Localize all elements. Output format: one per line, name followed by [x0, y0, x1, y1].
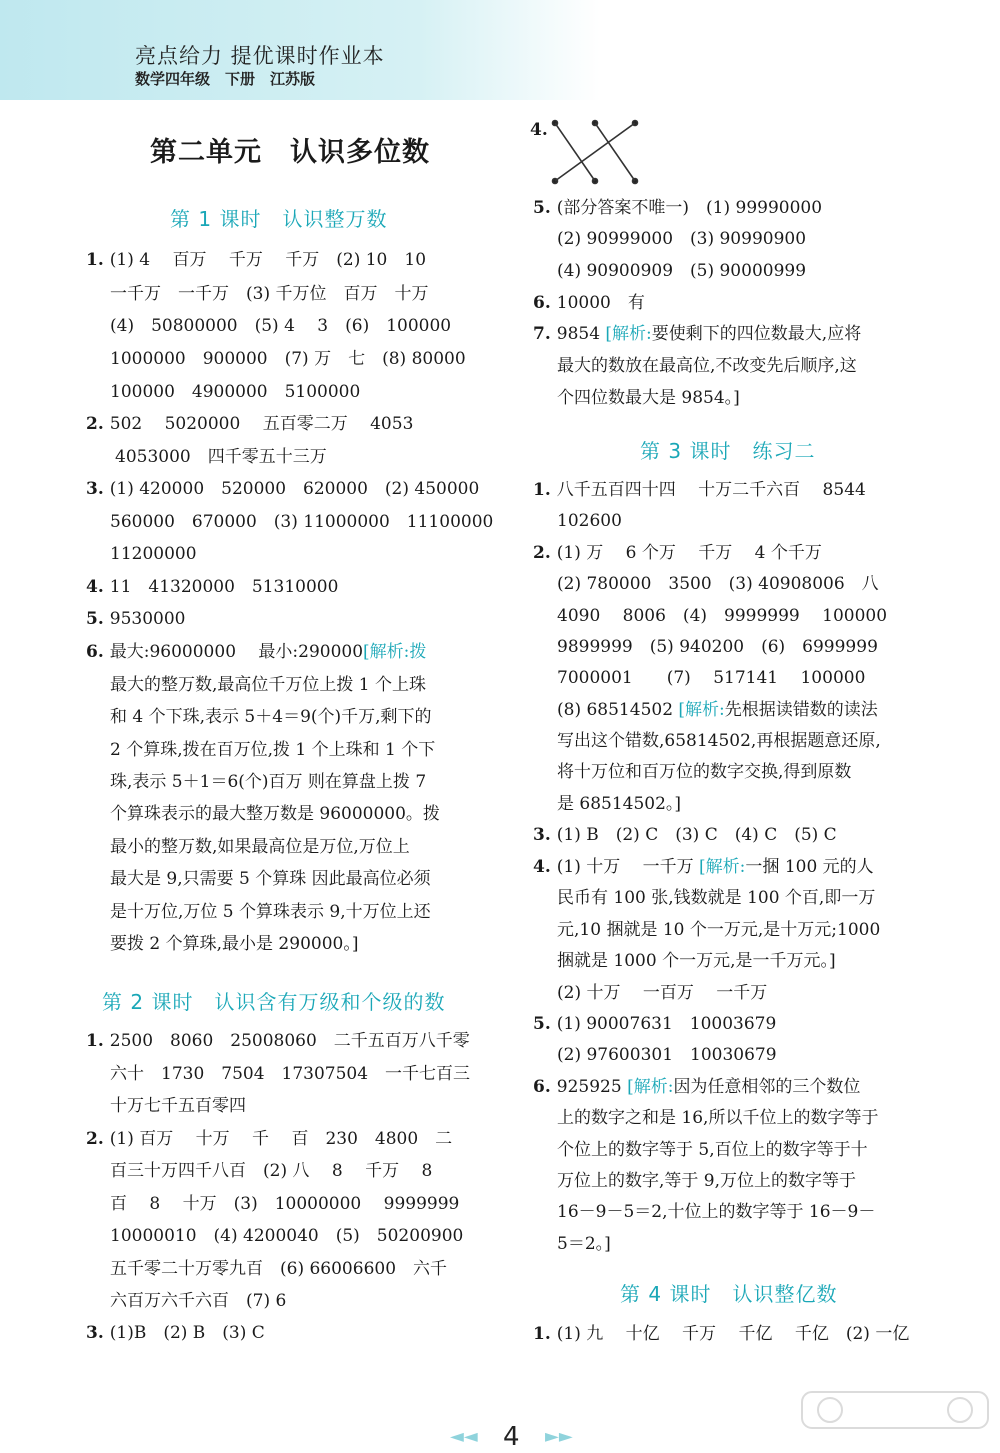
answer-line [110, 286, 428, 303]
answer-line [86, 1325, 265, 1342]
answer-line [110, 351, 466, 368]
answer-text: 10000010 (4) 4200040 (5) 50200900 [110, 1226, 464, 1246]
answer-line [110, 514, 493, 531]
answer-line [557, 608, 887, 625]
analysis-label: [解析: [627, 1077, 674, 1097]
answer-line [110, 1066, 470, 1083]
analysis-label: [解析: [699, 857, 746, 877]
question-number: 3. [86, 1323, 104, 1343]
next-arrows-icon: ►► [545, 1426, 573, 1447]
answer-line [115, 449, 327, 466]
answer-line [557, 1173, 856, 1190]
answer-text: 将十万位和百万位的数字交换,得到原数 [557, 762, 852, 782]
answer-text: 十万七千五百零四 [110, 1096, 246, 1116]
question-number: 3. [86, 479, 104, 499]
question-number: 1. [86, 250, 104, 270]
answer-line [557, 263, 806, 280]
answer-line [110, 709, 432, 726]
answer-text: (2) 97600301 10030679 [557, 1045, 777, 1065]
answer-text: (8) 68514502 [557, 700, 679, 720]
answer-line [557, 796, 681, 813]
answer-line [557, 358, 857, 375]
answer-line [110, 774, 426, 791]
analysis-text: 因为任意相邻的三个数位 [673, 1077, 861, 1097]
analysis-text: 一捆 100 元的人 [745, 857, 874, 877]
answer-text: 八千五百四十四 十万二千六百 8544 [556, 480, 866, 500]
analysis-text: 先根据读错数的读法 [724, 700, 878, 720]
answer-text: 个四位数最大是 9854。] [557, 388, 740, 408]
lesson-4-title: 第 4 课时 认识整亿数 [620, 1282, 838, 1306]
answer-text: (4) 90900909 (5) 90000999 [557, 261, 807, 281]
answer-text: (2) 780000 3500 (3) 40908006 八 [557, 574, 879, 594]
answer-text: 9854 [556, 324, 606, 344]
answer-line [557, 670, 865, 687]
question-number: 6. [86, 642, 104, 662]
answer-text: 100000 4900000 5100000 [110, 382, 361, 402]
answer-line [110, 806, 440, 823]
page-number: 4 [503, 1422, 520, 1452]
answer-line [533, 295, 645, 312]
answer-line [557, 576, 879, 593]
answer-line [110, 1228, 463, 1245]
question-number: 1. [86, 1031, 104, 1051]
answer-line [110, 677, 426, 694]
answer-text: (1) 4 百万 千万 千万 (2) 10 10 [109, 250, 427, 270]
answer-line [86, 481, 479, 498]
answer-line [557, 1110, 878, 1127]
answer-text: 11200000 [110, 544, 197, 564]
answer-text: (1)B (2) B (3) C [109, 1323, 265, 1343]
answer-text: 上的数字之和是 16,所以千位上的数字等于 [557, 1108, 879, 1128]
answer-text: 10000 有 [556, 293, 645, 313]
answer-text: 9899999 (5) 940200 (6) 6999999 [557, 637, 878, 657]
answer-text: 925925 [556, 1077, 628, 1097]
answer-line [557, 1204, 875, 1221]
answer-line [533, 1079, 860, 1096]
lesson-3-title: 第 3 课时 练习二 [640, 439, 816, 463]
lesson-1-title: 第 1 课时 认识整万数 [170, 207, 388, 231]
answer-line [557, 1047, 777, 1064]
answer-line [110, 936, 358, 953]
answer-line [533, 200, 822, 217]
answer-text: 元,10 捆就是 10 个一万元,是十万元;1000 [557, 920, 881, 940]
question-number: 4. [86, 577, 104, 597]
analysis-label: [解析: [605, 324, 652, 344]
matching-diagram [545, 115, 645, 190]
answer-line [86, 611, 185, 628]
answer-line [533, 545, 822, 562]
answer-line [110, 1163, 432, 1180]
answer-text: 16－9－5＝2,十位上的数字等于 16－9－ [557, 1202, 876, 1222]
prev-arrows-icon: ◄◄ [450, 1426, 478, 1447]
book-subtitle: 数学四年级 下册 江苏版 [135, 70, 316, 88]
answer-line [557, 764, 851, 781]
answer-text: (1) 420000 520000 620000 (2) 450000 [109, 479, 480, 499]
answer-text: (部分答案不唯一) (1) 99990000 [556, 198, 823, 218]
answer-text: 百三十万四千八百 (2) 八 8 千万 8 [110, 1161, 433, 1181]
analysis-label: [解析: [678, 700, 725, 720]
answer-text: 11 41320000 51310000 [109, 577, 339, 597]
answer-text: (4) 50800000 (5) 4 3 (6) 100000 [110, 316, 452, 336]
answer-text: 102600 [557, 511, 622, 531]
answer-text: 捆就是 1000 个一万元,是一千万元。] [557, 951, 836, 971]
answer-text: 5＝2。] [557, 1234, 611, 1254]
answer-text: 是 68514502。] [557, 794, 682, 814]
answer-line [86, 1033, 470, 1050]
answer-line [533, 326, 861, 343]
answer-line [557, 733, 881, 750]
question-number: 2. [533, 543, 551, 563]
book-title: 亮点给力 提优课时作业本 [135, 44, 385, 68]
answer-text: 要拨 2 个算珠,最小是 290000。] [110, 934, 359, 954]
question-number: 6. [533, 1077, 551, 1097]
question-number: 2. [86, 1129, 104, 1149]
answer-line [110, 742, 435, 759]
analysis-text: 要使剩下的四位数最大,应将 [651, 324, 862, 344]
answer-text: 个算珠表示的最大整万数是 96000000。拨 [110, 804, 440, 824]
answer-text: 2 个算珠,拨在百万位,拨 1 个上珠和 1 个下 [110, 740, 436, 760]
answer-line [110, 1261, 447, 1278]
answer-text: (2) 90999000 (3) 90990900 [557, 229, 807, 249]
answer-text: 502 5020000 五百零二万 4053 [109, 414, 414, 434]
answer-line [557, 231, 806, 248]
book-header [0, 0, 600, 100]
analysis-label: [解析:拨 [363, 642, 427, 662]
answer-text: (1) 90007631 10003679 [556, 1014, 777, 1034]
answer-line [86, 252, 426, 269]
answer-line [110, 1293, 286, 1310]
question-number: 5. [533, 198, 551, 218]
question-number: 2. [86, 414, 104, 434]
unit-title: 第二单元 认识多位数 [150, 137, 430, 168]
question-number: 5. [533, 1014, 551, 1034]
answer-text: 是十万位,万位 5 个算珠表示 9,十万位上还 [110, 902, 431, 922]
answer-line [533, 1326, 909, 1343]
answer-text: (1) 九 十亿 千万 千亿 千亿 (2) 一亿 [556, 1324, 910, 1344]
match-line [595, 123, 635, 181]
answer-line [557, 390, 740, 407]
answer-line [86, 1131, 452, 1148]
answer-line [533, 1016, 776, 1033]
answer-text: 和 4 个下珠,表示 5＋4＝9(个)千万,剩下的 [110, 707, 432, 727]
answer-text: 最大:96000000 最小:290000 [109, 642, 364, 662]
answer-line [110, 1196, 459, 1213]
answer-text: (1) 十万 一千万 [556, 857, 700, 877]
answer-text: 最大的数放在最高位,不改变先后顺序,这 [557, 356, 857, 376]
answer-text: (1) 百万 十万 千 百 230 4800 二 [109, 1129, 453, 1149]
answer-text: 1000000 900000 (7) 万 七 (8) 80000 [110, 349, 466, 369]
answer-line [557, 1142, 868, 1159]
question-number: 4. [533, 857, 551, 877]
watermark-logo [800, 1390, 990, 1452]
answer-line [557, 513, 622, 530]
lesson-2-title: 第 2 课时 认识含有万级和个级的数 [102, 990, 446, 1014]
answer-text: 4090 8006 (4) 9999999 100000 [557, 606, 888, 626]
answer-text: 9530000 [109, 609, 186, 629]
answer-text: 写出这个错数,65814502,再根据题意还原, [557, 731, 881, 751]
answer-text: 个位上的数字等于 5,百位上的数字等于十 [557, 1140, 868, 1160]
answer-line [110, 839, 410, 856]
answer-text: 六十 1730 7504 17307504 一千七百三 [110, 1064, 471, 1084]
answer-line [86, 416, 413, 433]
answer-line [533, 482, 866, 499]
answer-line [533, 827, 837, 844]
answer-text: 4053000 四千零五十三万 [115, 447, 327, 467]
answer-text: 民币有 100 张,钱数就是 100 个百,即一万 [557, 888, 876, 908]
answer-line [110, 1098, 246, 1115]
answer-line [86, 644, 426, 661]
answer-line [110, 546, 197, 563]
match-line [555, 123, 595, 181]
answer-text: 珠,表示 5＋1＝6(个)百万 则在算盘上拨 7 [110, 772, 427, 792]
answer-line [110, 384, 360, 401]
answer-text: (1) B (2) C (3) C (4) C (5) C [556, 825, 837, 845]
question-number: 1. [533, 1324, 551, 1344]
answer-text: 最大的整万数,最高位千万位上拨 1 个上珠 [110, 675, 427, 695]
question-number: 5. [86, 609, 104, 629]
answer-text: 百 8 十万 (3) 10000000 9999999 [110, 1194, 460, 1214]
answer-line [557, 639, 878, 656]
answer-line [110, 318, 451, 335]
answer-text: 六百万六千六百 (7) 6 [110, 1291, 287, 1311]
answer-line [557, 890, 875, 907]
answer-line [557, 985, 767, 1002]
answer-text: 2500 8060 25008060 二千五百万八千零 [109, 1031, 470, 1051]
answer-line [86, 579, 338, 596]
answer-line [110, 871, 431, 888]
answer-text: 最大是 9,只需要 5 个算珠 因此最高位必须 [110, 869, 431, 889]
q4-number: 4. [530, 120, 548, 140]
answer-text: 万位上的数字,等于 9,万位上的数字等于 [557, 1171, 857, 1191]
answer-line [110, 904, 431, 921]
answer-line [533, 859, 874, 876]
question-number: 6. [533, 293, 551, 313]
question-number: 1. [533, 480, 551, 500]
answer-text: 7000001 (7) 517141 100000 [557, 668, 866, 688]
answer-line [557, 922, 880, 939]
answer-text: (2) 十万 一百万 一千万 [557, 983, 768, 1003]
answer-text: 560000 670000 (3) 11000000 11100000 [110, 512, 494, 532]
match-line [555, 123, 635, 181]
answer-line [557, 702, 878, 719]
answer-line [557, 1236, 611, 1253]
question-number: 3. [533, 825, 551, 845]
answer-line [557, 953, 836, 970]
answer-text: 最小的整万数,如果最高位是万位,万位上 [110, 837, 410, 857]
answer-text: 一千万 一千万 (3) 千万位 百万 十万 [110, 284, 429, 304]
answer-text: (1) 万 6 个万 千万 4 个千万 [556, 543, 822, 563]
answer-text: 五千零二十万零九百 (6) 66006600 六千 [110, 1259, 448, 1279]
question-number: 7. [533, 324, 551, 344]
